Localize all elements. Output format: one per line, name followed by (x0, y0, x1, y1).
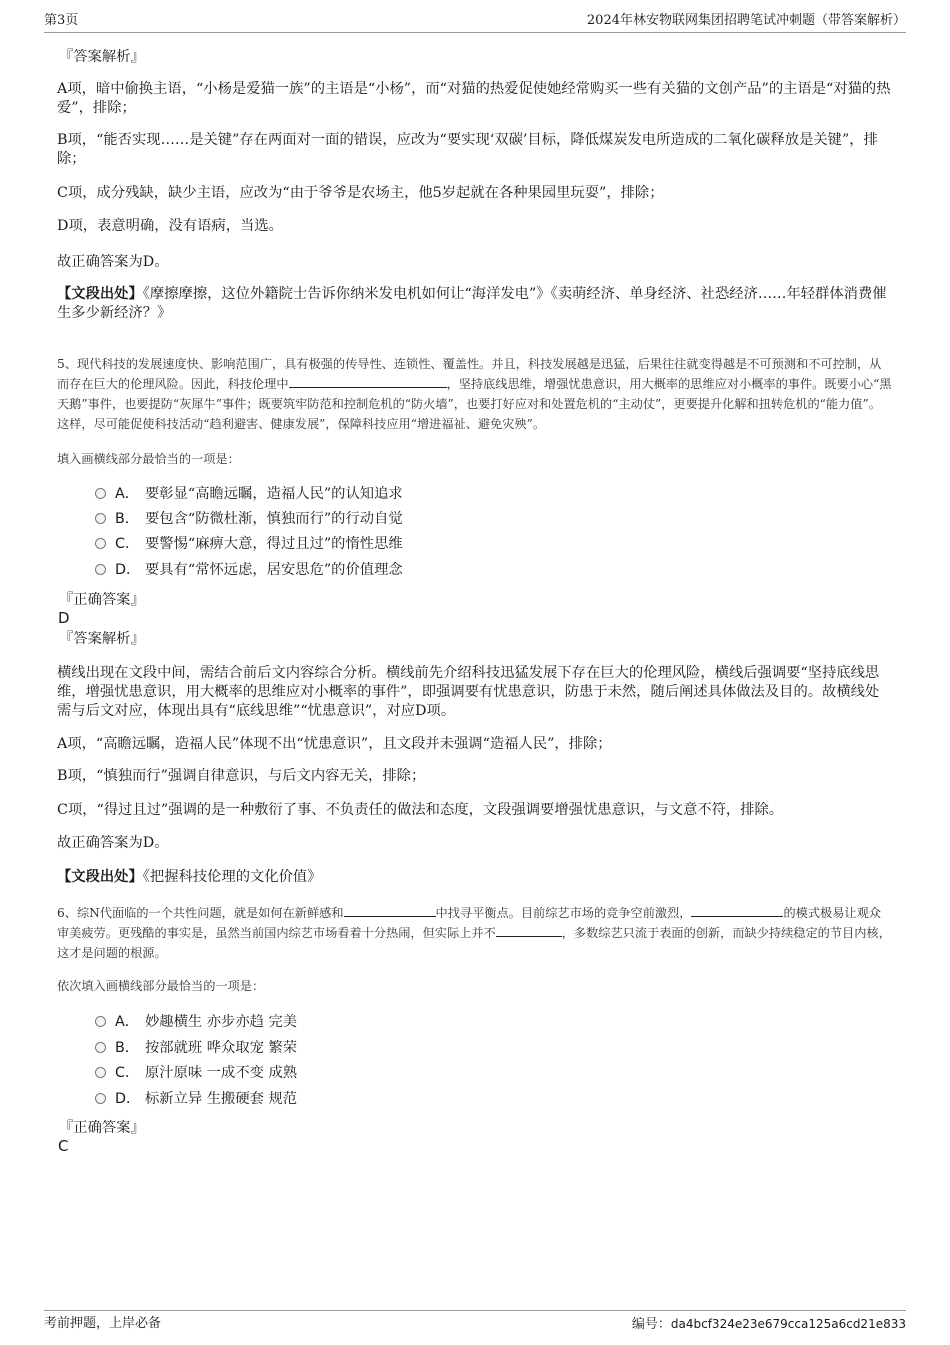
page-header (44, 12, 906, 33)
radio-icon[interactable] (95, 1093, 106, 1104)
q5-analysis-a: A项，“高瞻远瞩，造福人民”体现不出“忧患意识”，且文段并未强调“造福人民”，排除； (57, 736, 612, 752)
q6-stem-part3: 的模式极易让观众审美疲劳。更残酷的事实是，虽然当前国内综艺市场看着十分热闹，但实际上并不 (57, 906, 881, 940)
q6-answer: C (58, 1137, 69, 1155)
q6-option-d[interactable]: D． 标新立异 生搬硬套 规范 (95, 1089, 297, 1111)
page-number: 第3页 (44, 13, 79, 28)
footer-slogan: 考前押题，上岸必备 (44, 1316, 162, 1331)
q4-conclusion: 故正确答案为D。 (57, 254, 169, 270)
radio-icon[interactable] (95, 1016, 106, 1027)
q5-option-d[interactable]: D． 要具有“常怀远虑，居安思危”的价值理念 (95, 560, 403, 582)
q6-stem-part4: ，多数综艺只流于表面的创新，而缺少持续稳定的节目内核，这才是问题的根源。 (57, 926, 891, 960)
q5-analysis-tag: 『答案解析』 (59, 631, 145, 647)
q4-source-text: 《摩擦摩擦，这位外籍院士告诉你纳米发电机如何让“海洋发电”》《卖萌经济、单身经济、社恐经济……年轻群体消费催生多少新经济？》 (57, 286, 887, 321)
q5-blank (289, 375, 447, 388)
q5-option-b[interactable]: B． 要包含“防微杜渐，慎独而行”的行动自觉 (95, 509, 403, 531)
q4-analysis-b: B项，“能否实现……是关键”存在两面对一面的错误，应改为“要实现‘双碳’目标，降低煤炭发电所造成的二氧化碳释放是关键”，排除； (57, 132, 878, 167)
radio-icon[interactable] (95, 1042, 106, 1053)
q5-analysis-b: B项，“慎独而行”强调自律意识，与后文内容无关，排除； (57, 768, 426, 784)
radio-icon[interactable] (95, 513, 106, 524)
radio-icon[interactable] (95, 538, 106, 549)
q5-stem-part2: ，坚持底线思维，增强忧患意识，用大概率的思维应对小概率的事件。既要小心“黑天鹅”事件，也要提防“灰犀牛”事件；既要筑牢防范和控制危机的“防火墙”，也要打好应对和处置危机的“主动仗”，更要提升化解和扭转危机的“能力值”。这样，尽可能促使科技活动“趋利避害、健康发展”，保障科技应用“增进福祉、避免灾殃”。 (57, 377, 892, 431)
radio-icon[interactable] (95, 1067, 106, 1078)
q6-option-a[interactable]: A． 妙趣横生 亦步亦趋 完美 (95, 1012, 297, 1034)
q4-analysis-d: D项，表意明确，没有语病，当选。 (57, 218, 283, 234)
q6-answer-tag: 『正确答案』 (59, 1120, 145, 1136)
q4-analysis-tag: 『答案解析』 (59, 49, 145, 65)
footer-code-value: da4bcf324e23e679cca125a6cd21e833 (670, 1317, 906, 1331)
q6-option-b[interactable]: B． 按部就班 哗众取宠 繁荣 (95, 1038, 297, 1060)
q5-answer: D (58, 609, 70, 627)
q4-analysis-a: A项，暗中偷换主语，“小杨是爱猫一族”的主语是“小杨”，而“对猫的热爱促使她经常购买一些有关猫的文创产品”的主语是“对猫的热爱”，排除； (57, 81, 891, 116)
q5-option-a[interactable]: A． 要彰显“高瞻远瞩，造福人民”的认知追求 (95, 484, 403, 506)
q5-source-text: 《把握科技伦理的文化价值》 (142, 869, 322, 885)
q5-option-c[interactable]: C． 要警惕“麻痹大意，得过且过”的惰性思维 (95, 534, 403, 556)
radio-icon[interactable] (95, 488, 106, 499)
radio-icon[interactable] (95, 564, 106, 575)
q4-analysis-c: C项，成分残缺，缺少主语，应改为“由于爷爷是农场主，他5岁起就在各种果园里玩耍”，排除； (57, 185, 664, 201)
q5-analysis-c: C项，“得过且过”强调的是一种敷衍了事、不负责任的做法和态度，文段强调要增强忧患意识，与文意不符，排除。 (57, 802, 784, 818)
q6-prompt: 依次填入画横线部分最恰当的一项是： (57, 979, 265, 993)
q6-blank-2 (691, 904, 783, 917)
q6-option-c[interactable]: C． 原汁原味 一成不变 成熟 (95, 1063, 297, 1085)
q5-stem-part1: 5、现代科技的发展速度快、影响范围广，具有极强的传导性、连锁性、覆盖性。并且，科技发展越是迅猛，后果往往就变得越是不可预测和不可控制，从而存在巨大的伦理风险。因此，科技伦理中 (57, 357, 882, 391)
q5-analysis: 横线出现在文段中间，需结合前后文内容综合分析。横线前先介绍科技迅猛发展下存在巨大的伦理风险，横线后强调要“坚持底线思维，增强忧患意识，用大概率的思维应对小概率的事件”，即强调要有忧患意识，防患于未然，随后阐述具体做法及目的。故横线处需与后文对应，体现出具有“底线思维”“忧患意识”，对应D项。 (57, 665, 880, 719)
q5-source-label: 【文段出处】 (57, 869, 143, 885)
q6-blank-1 (344, 904, 436, 917)
q4-source-label: 【文段出处】 (57, 286, 143, 302)
footer-code-label: 编号： (631, 1317, 671, 1332)
page-footer (44, 1310, 906, 1333)
q6-blank-3 (496, 924, 562, 937)
q6-stem-part1: 6、综N代面临的一个共性问题，就是如何在新鲜感和 (57, 906, 344, 920)
q6-stem-part2: 中找寻平衡点。目前综艺市场的竞争空前激烈， (435, 906, 692, 920)
footer-code (632, 1313, 906, 1336)
q5-source (57, 868, 893, 887)
document-title: 2024年林安物联网集团招聘笔试冲刺题（带答案解析） (586, 13, 906, 28)
q5-conclusion: 故正确答案为D。 (57, 835, 169, 851)
q5-answer-tag: 『正确答案』 (59, 592, 145, 608)
q6-stem (57, 903, 893, 963)
q5-prompt: 填入画横线部分最恰当的一项是： (57, 452, 240, 466)
q5-stem (57, 354, 893, 434)
q4-source (57, 285, 893, 323)
